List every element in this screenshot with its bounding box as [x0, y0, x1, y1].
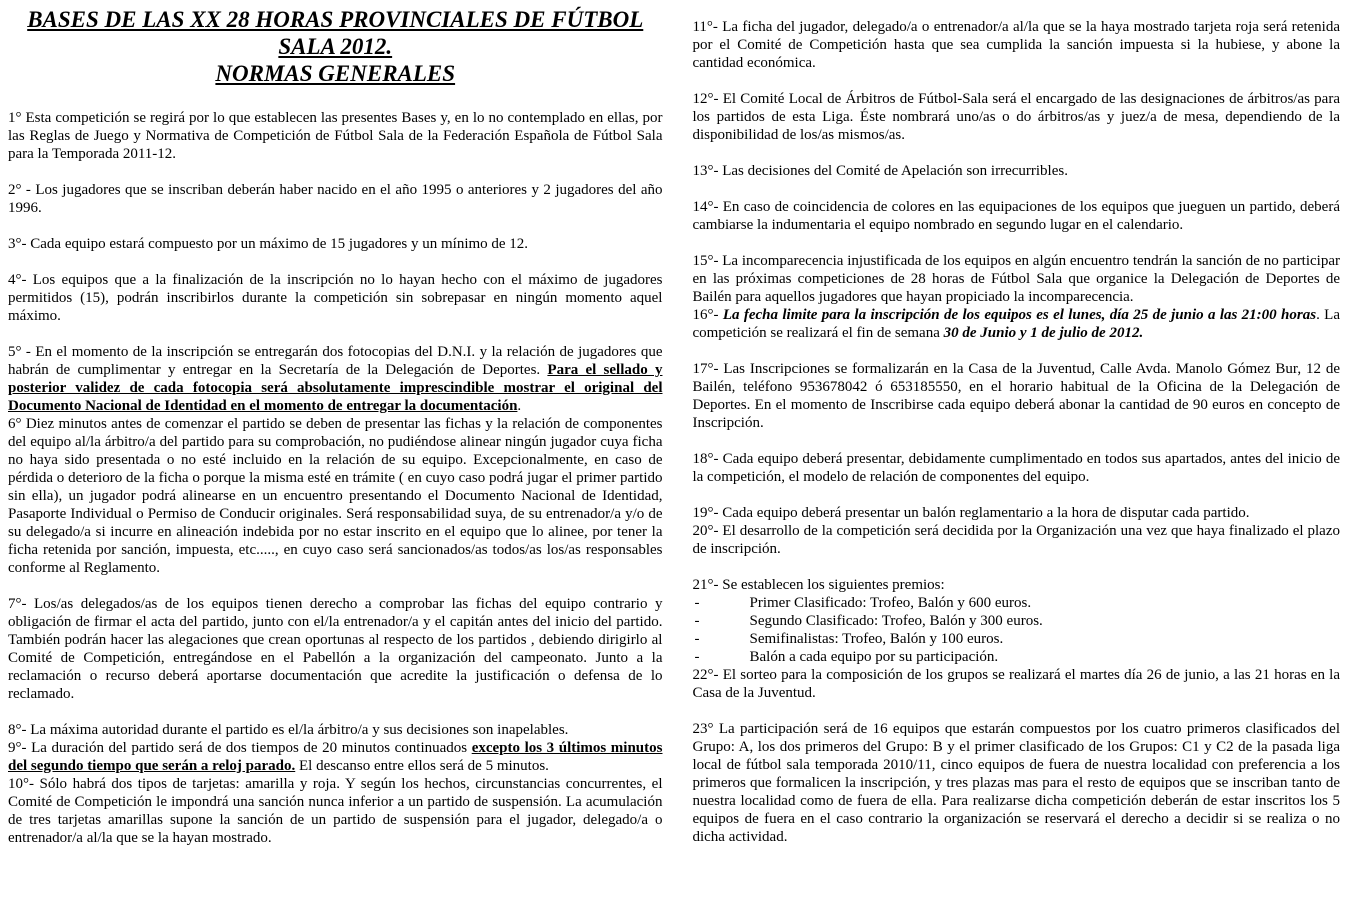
- text-run: 4°- Los equipos que a la finalización de la inscripción no lo hayan hecho con el máximo de jugadores permitidos (15), podrán inscribirlos durante la competición sin sobrepasar en ningún momento aquel máximo.: [8, 272, 663, 324]
- rule-10: [8, 775, 662, 847]
- text-run: 18°- Cada equipo deberá presentar, debidamente cumplimentado en todos sus apartados, antes del inicio de la competición, el modelo de relación de componentes del equipo.: [692, 451, 1340, 485]
- text-run: 21°- Se establecen los siguientes premios:: [692, 577, 945, 593]
- text-run: 5° - En el momento de la inscripción se entregarán dos fotocopias del D.N.I. y la relación de jugadores que habrán de cumplimentar y entregar en la Secretaría de la Delegación de Deportes.: [8, 344, 663, 378]
- text-run: 17°- Las Inscripciones se formalizarán en la Casa de la Juventud, Calle Avda. Manolo Gómez Bur, 12 de Bailén, teléfono 953678042 ó 653185550, en el horario habitual de la Oficina de la Delegación de Deportes. En el momento de Inscribirse cada equipo deberá abonar la cantidad de 90 euros en concepto de Inscripción.: [692, 361, 1340, 431]
- rule-9: [8, 739, 662, 775]
- list-dash: -: [694, 649, 700, 665]
- text-run: 20°- El desarrollo de la competición será decidida por la Organización una vez que haya finalizado el plazo de inscripción.: [692, 523, 1340, 557]
- text-run: 10°- Sólo habrá dos tipos de tarjetas: amarilla y roja. Y según los hechos, circunstancias concurrentes, el Comité de Competición le impondrá una sanción nunca inferior a un partido de suspensión. La acumulación de tres tarjetas amarillas supone la sanción de un partido de suspensión para el jugador, delegado/a o entrenador/a al/la que se la hayan mostrado.: [8, 776, 663, 846]
- prize-item-3: [692, 630, 1340, 648]
- text-run: 13°- Las decisiones del Comité de Apelación son irrecurribles.: [692, 163, 1068, 179]
- text-run: Semifinalistas: Trofeo, Balón y 100 euros.: [749, 631, 1004, 647]
- rule-8: [8, 721, 662, 739]
- text-run: 15°- La incomparecencia injustificada de los equipos en algún encuentro tendrán la sanción de no participar en las próximas competiciones de 28 horas de Fútbol Sala que organice la Delegación de Deportes de Bailén para aquellos jugadores que hayan propiciado la incomparecencia.: [692, 253, 1340, 305]
- document-title: [8, 6, 662, 87]
- text-run: 16°-: [692, 307, 723, 323]
- rule-1: [8, 109, 662, 163]
- text-run: Segundo Clasificado: Trofeo, Balón y 300 euros.: [749, 613, 1043, 629]
- rule-5: [8, 343, 662, 415]
- text-run: 9°- La duración del partido será de dos tiempos de 20 minutos continuados: [8, 740, 472, 756]
- rule-19: [692, 504, 1340, 522]
- text-run: Balón a cada equipo por su participación.: [749, 649, 999, 665]
- text-run: 30 de Junio y 1 de julio de 2012.: [943, 325, 1144, 341]
- prize-item-4: [692, 648, 1340, 666]
- rule-7: [8, 595, 662, 703]
- rule-22: [692, 666, 1340, 702]
- left-column: [8, 6, 662, 917]
- text-run: 22°- El sorteo para la composición de los grupos se realizará el martes día 26 de junio, a las 21 horas en la Casa de la Juventud.: [692, 667, 1340, 701]
- rule-17: [692, 360, 1340, 432]
- list-dash: -: [694, 595, 700, 611]
- text-run: La fecha limite para la inscripción de los equipos es el lunes, día 25 de junio a las 21:00 horas: [722, 307, 1317, 323]
- text-run: Para el sellado y posterior validez de cada fotocopia será absolutamente imprescindible mostrar el original del Documento Nacional de Identidad en el momento de entregar la documentación: [8, 362, 663, 414]
- text-run: 8°- La máxima autoridad durante el partido es el/la árbitro/a y sus decisiones son inapelables.: [8, 722, 569, 738]
- text-run: 2° - Los jugadores que se inscriban deberán haber nacido en el año 1995 o anteriores y 2 jugadores del año 1996.: [8, 182, 663, 216]
- left-column-paragraphs: [8, 109, 662, 847]
- rule-21: [692, 576, 1340, 594]
- text-run: 23° La participación será de 16 equipos que estarán compuestos por los cuatro primeros clasificados del Grupo: A, los dos primeros del Grupo: B y el primer clasificado de los Grupos: C1 y C2 de la pasada liga local de fútbol sala temporada 2010/11, cinco equipos de fuera de nuestra localidad con preferencia a los primeros que formalicen la inscripción, y tres plazas mas para el resto de equipos que se inscriban tanto de nuestra localidad como de fuera de ella. Para realizarse dicha competición deberán de estar inscritos los 5 equipos de fuera en el caso contrario la organización se reservará el derecho a decidir si se realiza o no dicha actividad.: [692, 721, 1340, 845]
- text-run: Primer Clasificado: Trofeo, Balón y 600 euros.: [749, 595, 1032, 611]
- prize-item-2: [692, 612, 1340, 630]
- document-title-line-1: BASES DE LAS XX 28 HORAS PROVINCIALES DE FÚTBOL SALA 2012.: [27, 7, 644, 59]
- text-run: 6° Diez minutos antes de comenzar el partido se deben de presentar las fichas y la relación de componentes del equipo al/la árbitro/a del partido para su comprobación, no pudiéndose alinear ningún jugador cuya ficha no haya sido presentada o no esté incluido en la relación de su equipo. Excepcionalmente, en caso de pérdida o deterioro de la ficha o porque la misma esté en trámite ( en cuyo caso podrá jugar el primer partido sin ella), un jugador podrá alinearse en un encuentro presentando el Documento Nacional de Identidad, Pasaporte Individual o Permiso de Conducir originales. Será responsabilidad suya, de su entrenador/a y/o de su delegado/a si incurre en alineación indebida por no estar inscrito en el equipo que lo alinee, por tener la ficha retenida por sanción, impuesta, etc....., en cuyo caso será sancionados/as todos/as los/as responsables conforme al Reglamento.: [8, 416, 663, 576]
- rule-18: [692, 450, 1340, 486]
- rule-11: [692, 18, 1340, 72]
- rule-2: [8, 181, 662, 217]
- document-title-line-2: NORMAS GENERALES: [215, 61, 456, 86]
- text-run: El descanso entre ellos será de 5 minutos.: [295, 758, 549, 774]
- rule-20: [692, 522, 1340, 558]
- rule-4: [8, 271, 662, 325]
- text-run: 3°- Cada equipo estará compuesto por un máximo de 15 jugadores y un mínimo de 12.: [8, 236, 529, 252]
- right-column: [692, 6, 1340, 917]
- text-run: . La competición se realizará el fin de semana: [692, 307, 1340, 341]
- rule-23: [692, 720, 1340, 846]
- text-run: excepto los 3 últimos minutos del segundo tiempo que serán a reloj parado.: [8, 740, 663, 774]
- rule-14: [692, 198, 1340, 234]
- rule-15: [692, 252, 1340, 306]
- text-run: 12°- El Comité Local de Árbitros de Fútbol-Sala será el encargado de las designaciones de árbitros/as para los partidos de esta Liga. Éste nombrará uno/as o do árbitros/as y juez/a de mesa, dependiendo de la disponibilidad de los/as mismos/as.: [692, 91, 1340, 143]
- rule-13: [692, 162, 1340, 180]
- text-run: 14°- En caso de coincidencia de colores en las equipaciones de los equipos que jueguen un partido, deberá cambiarse la indumentaria el equipo nombrado en segundo lugar en el calendario.: [692, 199, 1340, 233]
- text-run: .: [517, 398, 522, 414]
- rule-3: [8, 235, 662, 253]
- text-run: 7°- Los/as delegados/as de los equipos tienen derecho a comprobar las fichas del equipo contrario y obligación de firmar el acta del partido, junto con el/la entrenador/a y el capitán antes del inicio del partido. También podrán hacer las alegaciones que crean oportunas al respecto de los partidos , debiendo dirigirlo al Comité de Competición, entregándose en el Pabellón a la organización del campeonato. Junto a la reclamación o recurso deberá aportarse documentación que acredite la justificación o defensa de lo reclamado.: [8, 596, 663, 702]
- rule-16: [692, 306, 1340, 342]
- rule-12: [692, 90, 1340, 144]
- text-run: 19°- Cada equipo deberá presentar un balón reglamentario a la hora de disputar cada partido.: [692, 505, 1250, 521]
- rule-6: [8, 415, 662, 577]
- text-run: 1° Esta competición se regirá por lo que establecen las presentes Bases y, en lo no contemplado en ellas, por las Reglas de Juego y Normativa de Competición de Fútbol Sala de la Federación Española de Fútbol Sala para la Temporada 2011-12.: [8, 110, 663, 162]
- text-run: 11°- La ficha del jugador, delegado/a o entrenador/a al/la que se la haya mostrado tarjeta roja será retenida por el Comité de Competición hasta que sea cumplida la sanción impuesta si la hubiese, y abone la cantidad económica.: [692, 19, 1340, 71]
- list-dash: -: [694, 631, 700, 647]
- prize-item-1: [692, 594, 1340, 612]
- list-dash: -: [694, 613, 700, 629]
